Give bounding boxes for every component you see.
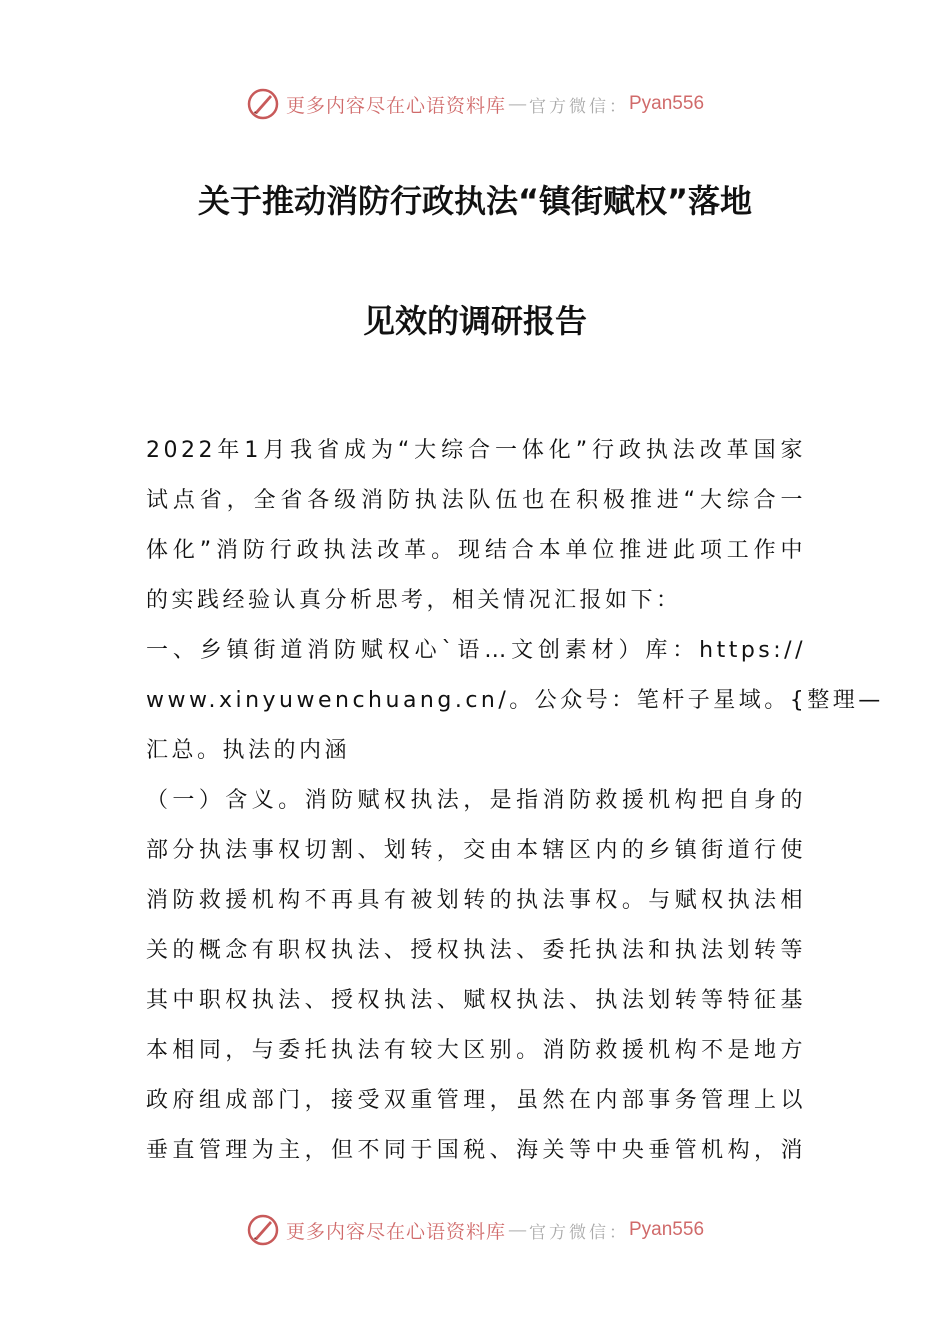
watermark-dash: — [508, 1219, 527, 1241]
body-line: 体化”消防行政执法改革。现结合本单位推进此项工作中 [146, 538, 806, 563]
body-line: 部分执法事权切割、划转，交由本辖区内的乡镇街道行使 [146, 838, 806, 863]
quill-logo-icon [246, 1213, 280, 1247]
body-line: （一）含义。消防赋权执法，是指消防救援机构把自身的 [146, 788, 806, 813]
body-line: 一、乡镇街道消防赋权心`语…文创素材）库：https:// [146, 638, 806, 663]
body-line: 垂直管理为主，但不同于国税、海关等中央垂管机构，消 [146, 1138, 806, 1163]
header-watermark [0, 84, 950, 124]
document-title-line-1: 关于推动消防行政执法“镇街赋权”落地 [197, 182, 753, 220]
watermark-wechat-id: Pyan556 [629, 93, 705, 114]
body-line: 试点省，全省各级消防执法队伍也在积极推进“大综合一 [146, 488, 806, 513]
body-line: 汇总。执法的内涵 [146, 738, 351, 763]
body-line: 2022年1月我省成为“大综合一体化”行政执法改革国家 [146, 438, 806, 463]
body-line: 消防救援机构不再具有被划转的执法事权。与赋权执法相 [146, 888, 806, 913]
body-line: 的实践经验认真分析思考，相关情况汇报如下： [146, 588, 682, 613]
body-line: 关的概念有职权执法、授权执法、委托执法和执法划转等 [146, 938, 806, 963]
watermark-wechat-label: 官方微信： [529, 1222, 629, 1243]
watermark-wechat-id: Pyan556 [629, 1219, 705, 1240]
body-line: 政府组成部门，接受双重管理，虽然在内部事务管理上以 [146, 1088, 806, 1113]
document-body [146, 426, 884, 1176]
footer-watermark [0, 1210, 950, 1250]
body-line: 本相同，与委托执法有较大区别。消防救援机构不是地方 [146, 1038, 806, 1063]
document-title-line-2: 见效的调研报告 [362, 302, 587, 340]
quill-logo-icon [246, 87, 280, 121]
body-line: 其中职权执法、授权执法、赋权执法、执法划转等特征基 [146, 988, 806, 1013]
watermark-dash: — [508, 93, 527, 115]
body-line: www.xinyuwenchuang.cn/。公众号：笔杆子星域。{整理— [146, 688, 884, 713]
watermark-wechat-label: 官方微信： [529, 96, 629, 117]
watermark-main-text: 更多内容尽在心语资料库 [285, 1220, 506, 1243]
watermark-main-text: 更多内容尽在心语资料库 [285, 94, 506, 117]
